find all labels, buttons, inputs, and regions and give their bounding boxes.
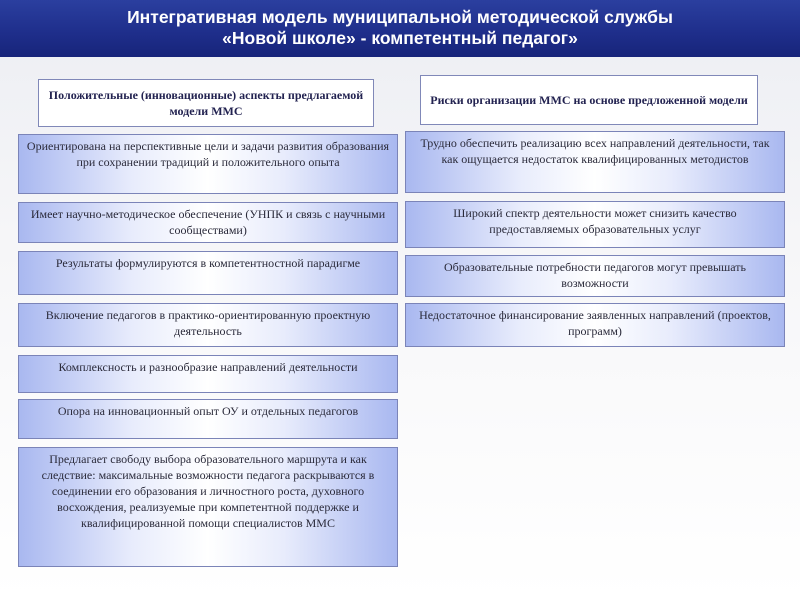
- left-item-3: Результаты формулируются в компетентностной парадигме: [18, 251, 398, 295]
- right-item-2: Широкий спектр деятельности может снизить качество предоставляемых образовательных услуг: [405, 201, 785, 248]
- left-column-header: Положительные (инновационные) аспекты предлагаемой модели ММС: [38, 79, 374, 127]
- right-column-header: Риски организации ММС на основе предложенной модели: [420, 75, 758, 125]
- slide-title-line-1: Интегративная модель муниципальной методической службы: [127, 7, 673, 27]
- right-item-1: Трудно обеспечить реализацию всех направлений деятельности, так как ощущается недостаток квалифицированных методистов: [405, 131, 785, 193]
- left-item-5: Комплексность и разнообразие направлений деятельности: [18, 355, 398, 393]
- left-item-1: Ориентирована на перспективные цели и задачи развития образования при сохранении традиций и положительного опыта: [18, 134, 398, 194]
- right-item-4: Недостаточное финансирование заявленных направлений (проектов, программ): [405, 303, 785, 347]
- left-item-2: Имеет научно-методическое обеспечение (УНПК и связь с научными сообществами): [18, 202, 398, 243]
- right-item-3: Образовательные потребности педагогов могут превышать возможности: [405, 255, 785, 297]
- left-item-6: Опора на инновационный опыт ОУ и отдельных педагогов: [18, 399, 398, 439]
- left-item-4: Включение педагогов в практико-ориентированную проектную деятельность: [18, 303, 398, 347]
- slide-title-line-2: «Новой школе» - компетентный педагог»: [222, 28, 578, 48]
- left-item-7: Предлагает свободу выбора образовательного маршрута и как следствие: максимальные возможности педагога раскрываются в соединении его образования и личностного роста, духовного восхождения, реализуемые при компетентной поддержке и квалифицированной помощи специалистов ММС: [18, 447, 398, 567]
- slide-title-bar: [0, 0, 800, 57]
